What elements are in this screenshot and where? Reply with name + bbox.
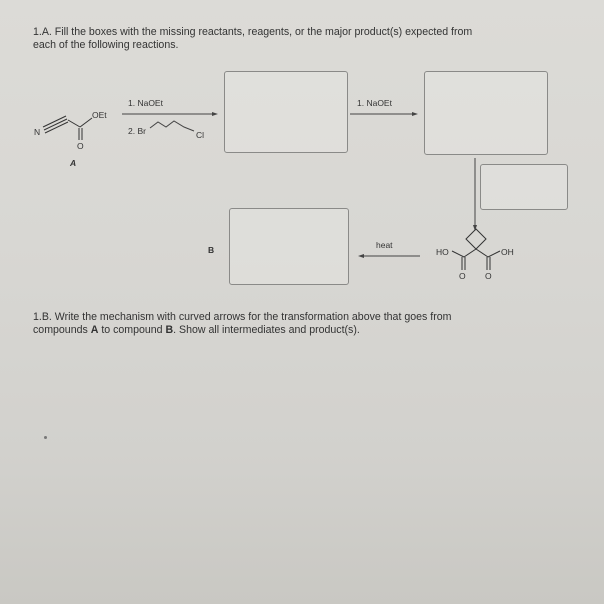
part-b-prompt-line2-post: . Show all intermediates and product(s).: [173, 324, 360, 336]
part-b-compound-b: B: [165, 324, 174, 336]
part-a-prompt-line1: 1.A. Fill the boxes with the missing reactants, reagents, or the major product(s) expected from: [33, 26, 473, 38]
answer-box-intermediate-2[interactable]: [424, 71, 548, 155]
diacid-ho-label: HO: [436, 247, 449, 257]
part-b-prompt-line1: 1.B. Write the mechanism with curved arrows for the transformation above that goes from: [33, 311, 452, 323]
compound-a-label: A: [70, 158, 77, 168]
step1-reagent2-cl: Cl: [196, 130, 205, 140]
heat-label: heat: [376, 240, 393, 250]
step1-reagent1: 1. NaOEt: [128, 98, 163, 108]
step2-reagent: 1. NaOEt: [357, 98, 392, 108]
part-b-compound-a: A: [90, 324, 99, 336]
diacid-o-left-label: O: [459, 271, 466, 281]
ester-oet-label: OEt: [92, 110, 107, 120]
nitrile-n-label: N: [34, 127, 41, 137]
step1-reagent2: 2. Br: [128, 126, 146, 136]
product-b-label: B: [208, 245, 215, 255]
carbonyl-o-label: O: [77, 141, 84, 151]
answer-box-intermediate-1[interactable]: [224, 71, 348, 153]
part-b-prompt: [33, 311, 578, 337]
part-a-prompt-line2: each of the following reactions.: [33, 39, 179, 51]
diacid-structure: [452, 229, 500, 270]
part-b-prompt-line2-pre: compounds: [33, 324, 91, 336]
paper-speck: [44, 436, 47, 439]
diacid-oh-label: OH: [501, 247, 514, 257]
diacid-o-right-label: O: [485, 271, 492, 281]
answer-box-reagent[interactable]: [480, 164, 568, 210]
answer-box-product-b[interactable]: [229, 208, 349, 285]
part-b-prompt-line2-mid: to compound: [98, 324, 166, 336]
